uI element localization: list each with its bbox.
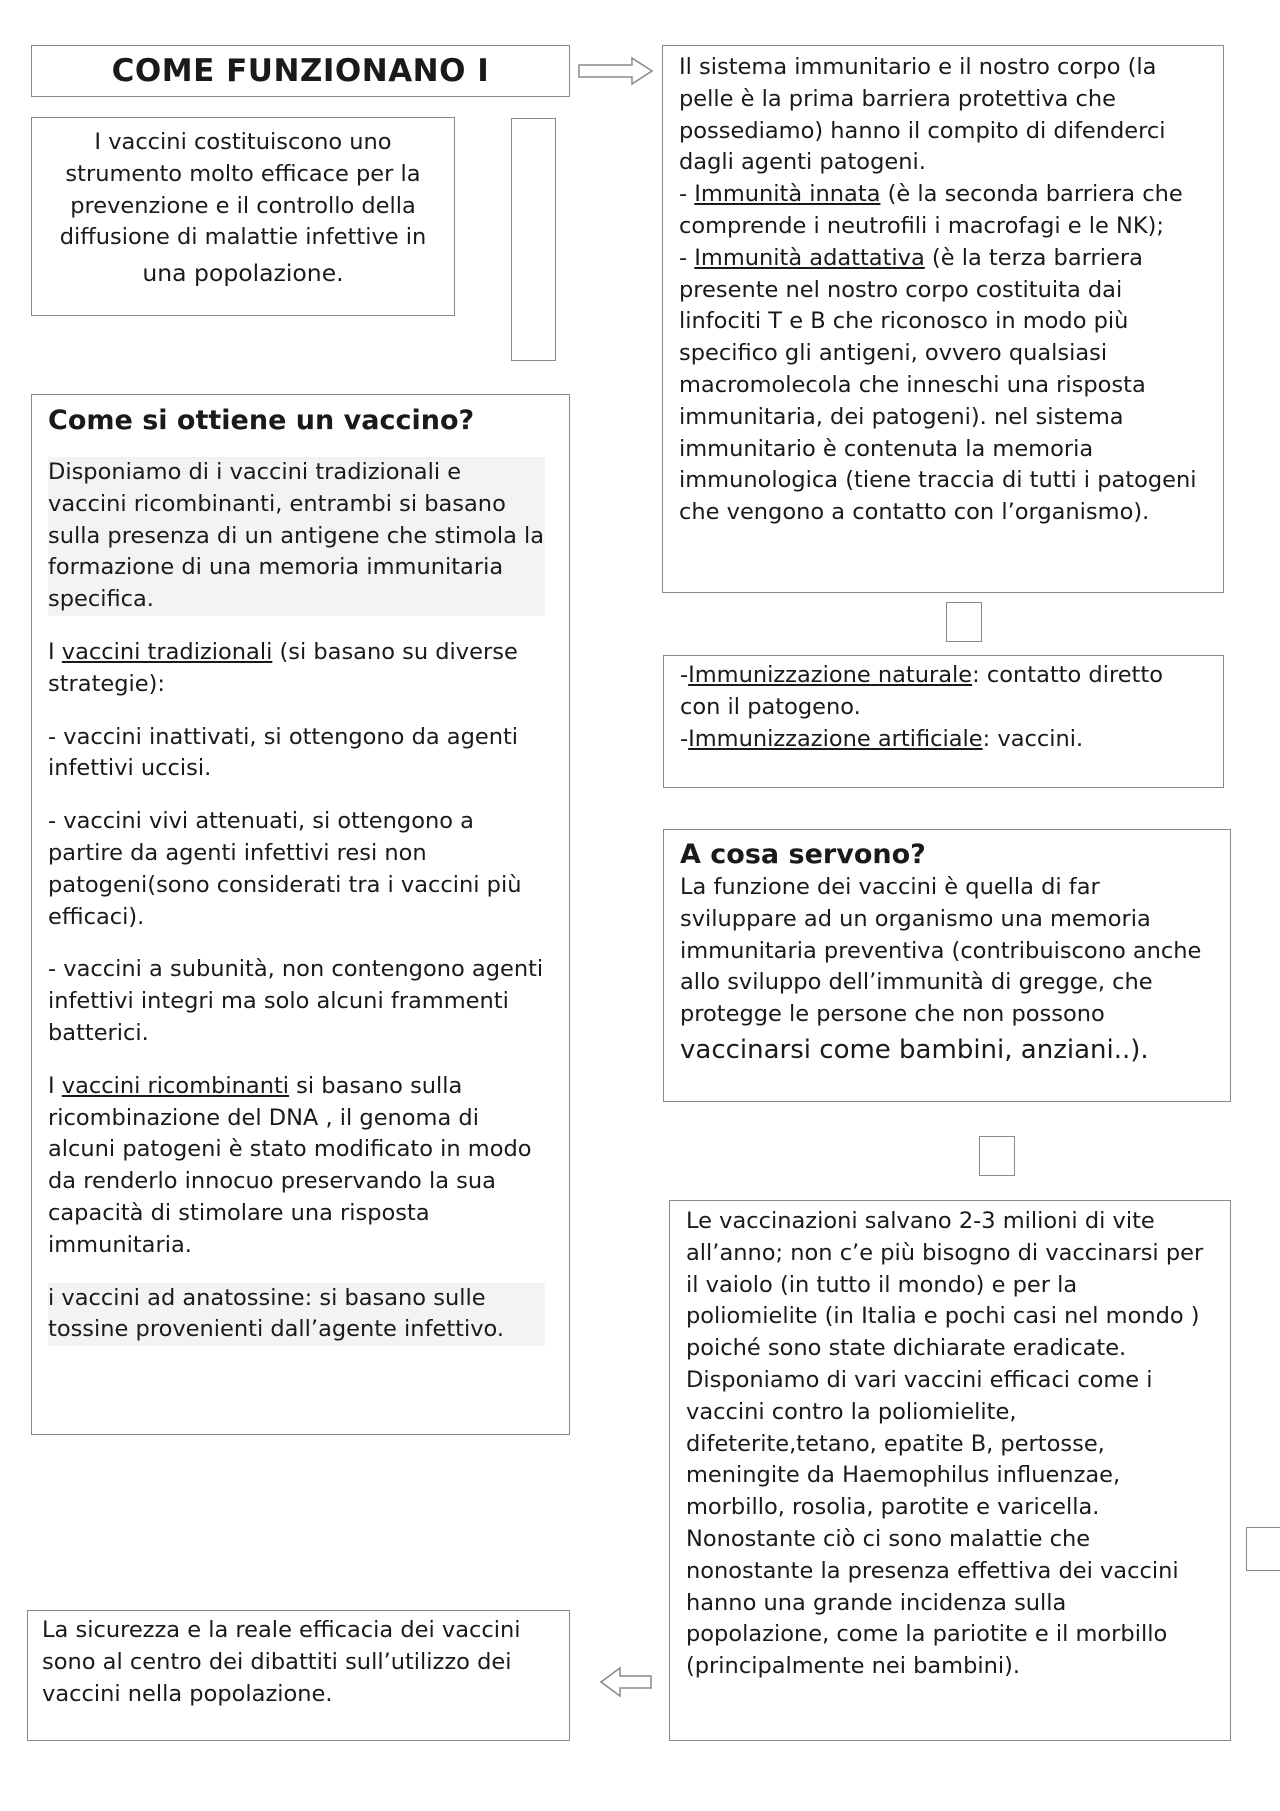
intro-line: diffusione di malattie infettive in (59, 224, 427, 251)
intro-line: I vaccini costituiscono uno (94, 129, 392, 155)
small-square-box (1246, 1527, 1280, 1571)
intro-last-line: una popolazione. (142, 259, 344, 288)
intro-box (31, 117, 455, 316)
vaccinations-body: Le vaccinazioni salvano 2-3 milioni di vite all’anno; non c’e più bisogno di vaccinarsi per il vaiolo (in tutto il mondo) e per la poliomielite (in Italia e pochi casi nel mondo ) poiché sono state dichiarate eradicate. Disponiamo di vari vaccini efficaci come i vaccini contro la poliomielite, difeterite,tetano, epatite B, pertosse, meningite da Haemophilus influenzae, morbillo, rosolia, parotite e varicella. Nonostante ciò ci sono malattie che nonostante la presenza effettiva dei vaccini hanno una grande incidenza sulla popolazione, come la pariotite e il morbillo (principalmente nei bambini). (686, 1208, 1204, 1680)
arrow-left-icon (600, 1666, 652, 1698)
intro-line: prevenzione e il controllo della (70, 192, 416, 219)
innata-label: Immunità innata (694, 181, 881, 208)
natural-immunization: -Immunizzazione naturale: contatto diretto con il patogeno. (680, 662, 1163, 720)
natural-label: Immunizzazione naturale (688, 662, 973, 688)
purpose-box (663, 829, 1231, 1102)
recombinant-label: vaccini ricombinanti (61, 1072, 290, 1099)
small-square-box (946, 602, 982, 642)
vaccinations-box (669, 1200, 1231, 1741)
immunization-box (663, 655, 1224, 788)
recombinant-vaccines: I vaccini ricombinanti si basano sulla ricombinazione del DNA , il genoma di alcuni patogeni è stato modificato in modo da renderlo innocuo preservando la sua capacità di stimolare una risposta immunitaria. (48, 1072, 532, 1258)
empty-side-box (511, 118, 556, 361)
title-box (31, 45, 570, 97)
artificial-label: Immunizzazione artificiale (688, 725, 983, 752)
immune-system-box (662, 45, 1224, 593)
purpose-last-line: vaccinarsi come bambini, anziani..). (680, 1034, 1149, 1065)
artificial-immunization: -Immunizzazione artificiale: vaccini. (680, 725, 1084, 752)
toxoid-vaccines: i vaccini ad anatossine: si basano sulle tossine provenienti dall’agente infettivo. (48, 1283, 545, 1347)
page-title: COME FUNZIONANO I (111, 53, 490, 89)
safety-box (27, 1610, 570, 1741)
inactivated-vaccines: - vaccini inattivati, si ottengono da agenti infettivi uccisi. (48, 723, 519, 782)
how-obtained-box (31, 394, 570, 1435)
intro-line: strumento molto efficace per la (65, 160, 421, 187)
how-obtained-heading: Come si ottiene un vaccino? (48, 405, 475, 436)
traditional-label: vaccini tradizionali (61, 638, 273, 665)
obtained-intro: Disponiamo di i vaccini tradizionali e vaccini ricombinanti, entrambi si basano sulla presenza di un antigene che stimola la formazione di una memoria immunitaria specifica. (48, 457, 545, 616)
immune-adattativa: - Immunità adattativa (è la terza barriera presente nel nostro corpo costituita dai linfociti T e B che riconosco in modo più specifico gli antigeni, ovvero qualsiasi macromolecola che inneschi una risposta immunitaria, dei patogeni). nel sistema immunitario è contenuta la memoria immunologica (tiene traccia di tutti i patogeni che vengono a contatto con l’organismo). (679, 244, 1197, 526)
purpose-heading: A cosa servono? (680, 839, 926, 870)
arrow-right-icon (578, 56, 654, 86)
immune-innata: - Immunità innata (è la seconda barriera che comprende i neutrofili i macrofagi e le NK); (679, 181, 1183, 239)
immune-intro: Il sistema immunitario e il nostro corpo (la pelle è la prima barriera protettiva che possediamo) hanno il compito di difenderci dagli agenti patogeni. (679, 54, 1166, 176)
attenuated-vaccines: - vaccini vivi attenuati, si ottengono a partire da agenti infettivi resi non patogeni(sono considerati tra i vaccini più efficaci). (48, 808, 522, 930)
safety-body: La sicurezza e la reale efficacia dei vaccini sono al centro dei dibattiti sull’utilizzo dei vaccini nella popolazione. (42, 1617, 521, 1707)
traditional-vaccines: I vaccini tradizionali (si basano su diverse strategie): (48, 638, 518, 697)
subunit-vaccines: - vaccini a subunità, non contengono agenti infettivi integri ma solo alcuni frammenti batterici. (48, 956, 544, 1046)
adattativa-label: Immunità adattativa (694, 244, 925, 271)
purpose-body: La funzione dei vaccini è quella di far sviluppare ad un organismo una memoria immunitaria preventiva (contribuiscono anche allo sviluppo dell’immunità di gregge, che protegge le persone che non possono (680, 874, 1202, 1028)
small-square-box (979, 1136, 1015, 1176)
